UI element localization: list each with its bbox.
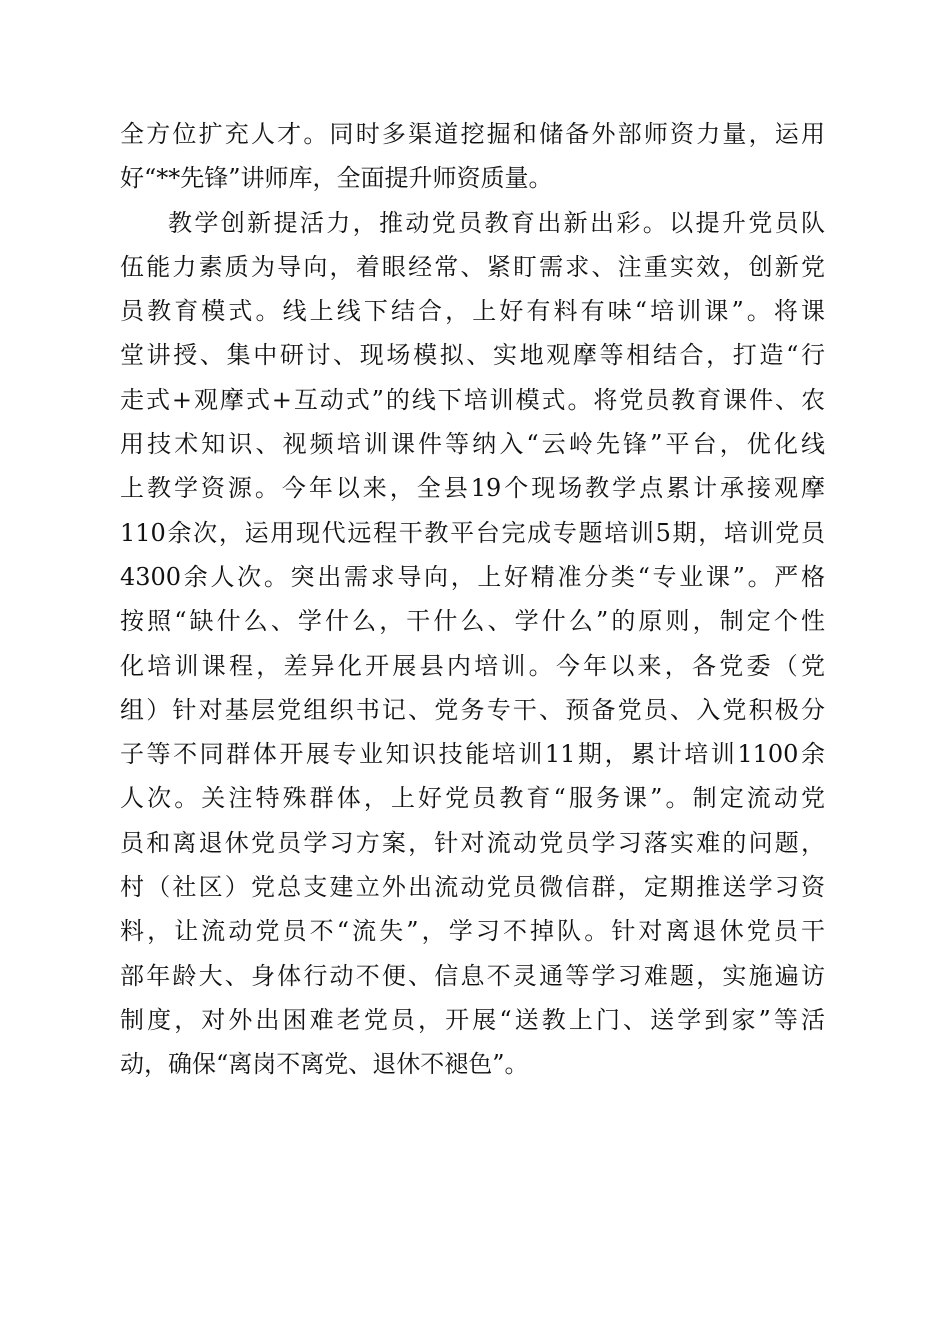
text-line: 组）针对基层党组织书记、党务专干、预备党员、入党积极分 [120, 695, 825, 724]
text-line: 好“**先锋”讲师库，全面提升师资质量。 [120, 164, 553, 193]
text-line: 走式+观摩式+互动式”的线下培训模式。将党员教育课件、农 [120, 385, 825, 414]
text-line: 员教育模式。线上线下结合，上好有料有味“培训课”。将课 [120, 297, 825, 326]
text-line: 料，让流动党员不“流失”，学习不掉队。针对离退休党员干 [120, 917, 825, 946]
text-line: 人次。关注特殊群体，上好党员教育“服务课”。制定流动党 [120, 784, 825, 813]
body-text [120, 112, 825, 1087]
text-line: 按照“缺什么、学什么，干什么、学什么”的原则，制定个性 [120, 607, 825, 636]
text-line: 员和离退休党员学习方案，针对流动党员学习落实难的问题， [120, 828, 825, 857]
text-line: 110余次，运用现代远程干教平台完成专题培训5期，培训党员 [120, 518, 825, 547]
text-line: 堂讲授、集中研讨、现场模拟、实地观摩等相结合，打造“行 [120, 341, 825, 370]
text-line: 制度，对外出困难老党员，开展“送教上门、送学到家”等活 [120, 1005, 825, 1034]
text-line: 上教学资源。今年以来，全县19个现场教学点累计承接观摩 [120, 474, 825, 503]
text-line: 4300余人次。突出需求导向，上好精准分类“专业课”。严格 [120, 562, 825, 591]
text-line: 子等不同群体开展专业知识技能培训11期，累计培训1100余 [120, 740, 825, 769]
text-line: 部年龄大、身体行动不便、信息不灵通等学习难题，实施遍访 [120, 961, 825, 990]
text-line: 动，确保“离岗不离党、退休不褪色”。 [120, 1050, 529, 1079]
text-line: 伍能力素质为导向，着眼经常、紧盯需求、注重实效，创新党 [120, 252, 825, 281]
text-line: 化培训课程，差异化开展县内培训。今年以来，各党委（党 [120, 651, 825, 680]
text-line: 全方位扩充人才。同时多渠道挖掘和储备外部师资力量，运用 [120, 120, 825, 148]
paragraph-first-line: 教学创新提活力，推动党员教育出新出彩。以提升党员队 [168, 208, 825, 237]
text-line: 用技术知识、视频培训课件等纳入“云岭先锋”平台，优化线 [120, 430, 825, 459]
text-line: 村（社区）党总支建立外出流动党员微信群，定期推送学习资 [120, 873, 825, 902]
